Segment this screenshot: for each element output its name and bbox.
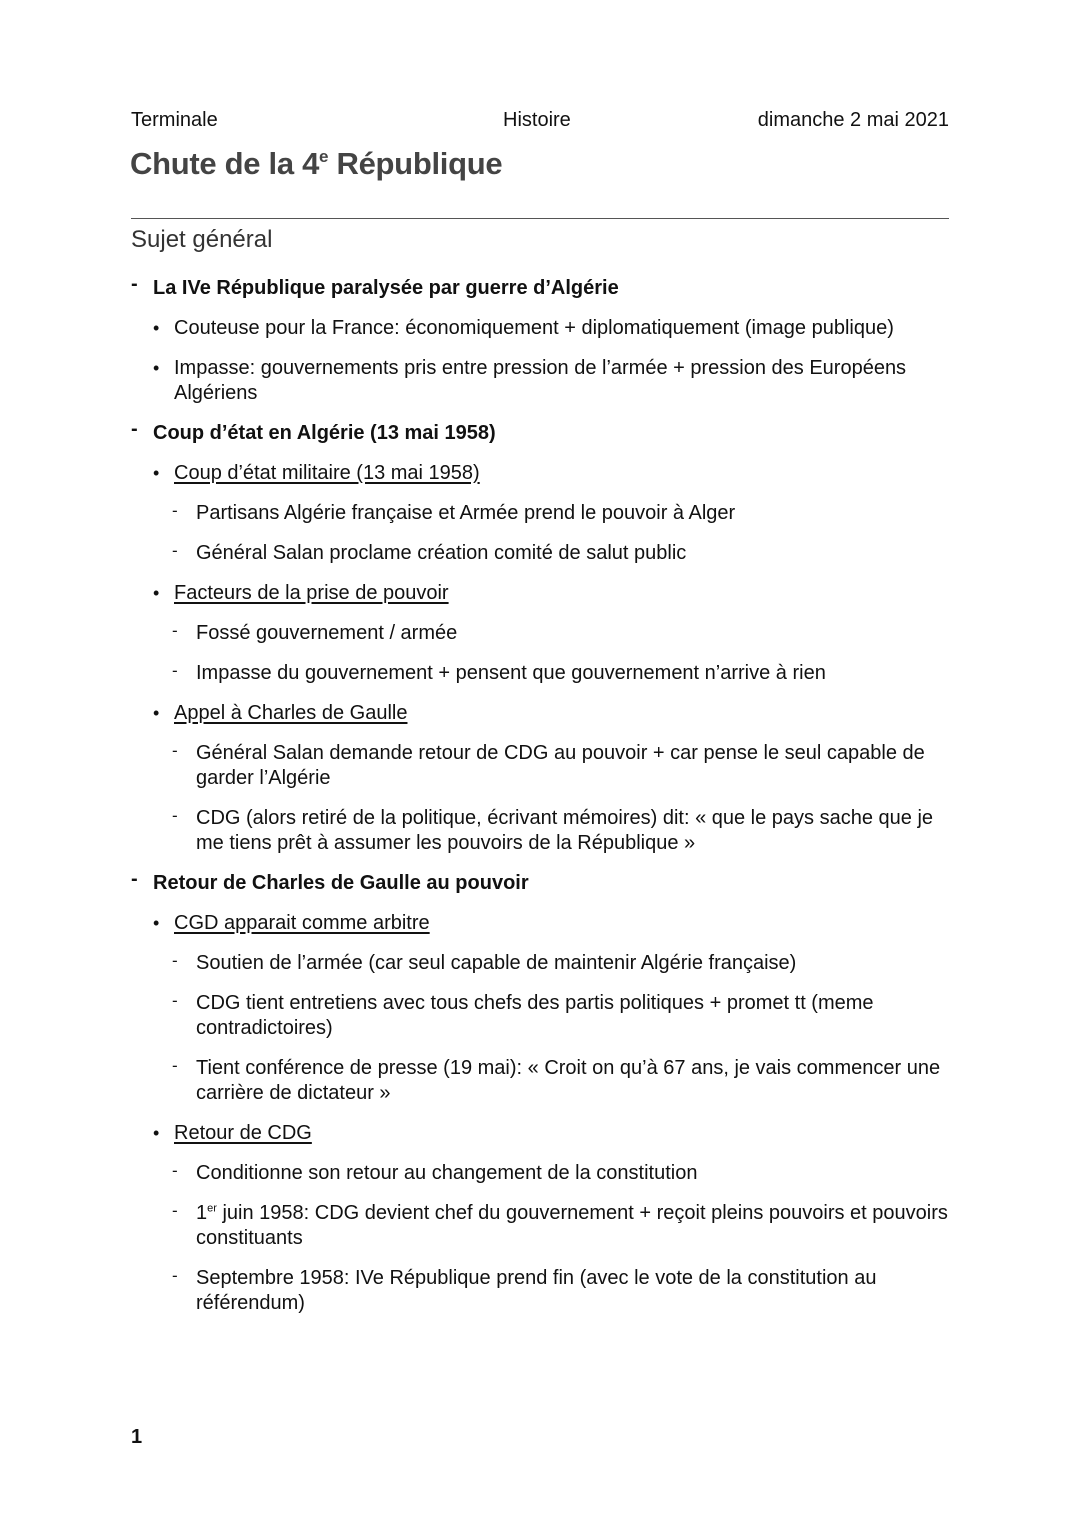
outline-item bbox=[131, 661, 951, 686]
page-title bbox=[130, 146, 502, 182]
subheading-text: Retour de CDG bbox=[174, 1122, 312, 1144]
outline-item bbox=[131, 541, 951, 566]
bullet-icon: • bbox=[153, 913, 160, 933]
outline-heading bbox=[131, 418, 951, 446]
point-text: Impasse: gouvernements pris entre pression de l’armée + pression des Européens Algériens bbox=[174, 357, 907, 404]
item-text: Tient conférence de presse (19 mai): « Croit on qu’à 67 ans, je vais commencer une carrière de dictateur » bbox=[196, 1057, 941, 1104]
outline-heading bbox=[131, 273, 951, 301]
outline-subheading bbox=[131, 461, 951, 486]
dash-marker-icon: - bbox=[172, 991, 178, 1010]
item-text: Soutien de l’armée (car seul capable de maintenir Algérie française) bbox=[196, 952, 797, 974]
item-text: Impasse du gouvernement + pensent que gouvernement n’arrive à rien bbox=[196, 662, 826, 684]
dash-marker-icon: - bbox=[172, 661, 178, 680]
bullet-icon: • bbox=[153, 703, 160, 723]
outline-subheading bbox=[131, 1121, 951, 1146]
dash-marker-icon: - bbox=[172, 1056, 178, 1075]
heading-text: Coup d’état en Algérie (13 mai 1958) bbox=[153, 422, 496, 444]
bullet-icon: • bbox=[153, 318, 160, 338]
point-text: Couteuse pour la France: économiquement + diplomatiquement (image publique) bbox=[174, 317, 894, 339]
item-text: Conditionne son retour au changement de la constitution bbox=[196, 1162, 698, 1184]
outline-point bbox=[131, 356, 951, 406]
item-text: CDG tient entretiens avec tous chefs des partis politiques + promet tt (meme contradictoires) bbox=[196, 992, 874, 1039]
outline-item bbox=[131, 741, 951, 791]
item-text: juin 1958: CDG devient chef du gouvernement + reçoit pleins pouvoirs et pouvoirs constituants bbox=[196, 1202, 948, 1249]
title-superscript: e bbox=[319, 147, 329, 167]
item-text: CDG (alors retiré de la politique, écrivant mémoires) dit: « que le pays sache que je me tiens prêt à assumer les pouvoirs de la République » bbox=[196, 807, 934, 854]
dash-marker-icon: - bbox=[172, 951, 178, 970]
outline-item bbox=[131, 501, 951, 526]
outline-subheading bbox=[131, 911, 951, 936]
dash-marker-icon: - bbox=[131, 273, 138, 295]
dash-marker-icon: - bbox=[172, 1266, 178, 1285]
page-number: 1 bbox=[131, 1426, 143, 1448]
title-divider bbox=[131, 218, 949, 219]
outline-item bbox=[131, 951, 951, 976]
dash-marker-icon: - bbox=[172, 541, 178, 560]
dash-marker-icon: - bbox=[172, 806, 178, 825]
dash-marker-icon: - bbox=[172, 1161, 178, 1180]
bullet-icon: • bbox=[153, 583, 160, 603]
subheading-text: Appel à Charles de Gaulle bbox=[174, 702, 408, 724]
header-class-level: Terminale bbox=[131, 109, 218, 131]
item-text: Général Salan demande retour de CDG au pouvoir + car pense le seul capable de garder l’Algérie bbox=[196, 742, 925, 789]
header-date: dimanche 2 mai 2021 bbox=[757, 109, 949, 131]
outline-heading bbox=[131, 868, 951, 896]
item-text: Général Salan proclame création comité de salut public bbox=[196, 542, 687, 564]
outline-item bbox=[131, 806, 951, 856]
outline-subheading bbox=[131, 581, 951, 606]
outline-subheading bbox=[131, 701, 951, 726]
subheading-text: Coup d’état militaire (13 mai 1958) bbox=[174, 462, 480, 484]
subheading-text: CGD apparait comme arbitre bbox=[174, 912, 430, 934]
item-text: Septembre 1958: IVe République prend fin (avec le vote de la constitution au référendum) bbox=[196, 1267, 877, 1314]
outline-item bbox=[131, 1056, 951, 1106]
dash-marker-icon: - bbox=[131, 418, 138, 440]
item-text: Fossé gouvernement / armée bbox=[196, 622, 458, 644]
bullet-icon: • bbox=[153, 463, 160, 483]
outline-item bbox=[131, 1201, 951, 1251]
outline bbox=[131, 273, 951, 1331]
subheading-text: Facteurs de la prise de pouvoir bbox=[174, 582, 449, 604]
item-text-number: 1 bbox=[196, 1202, 208, 1224]
dash-marker-icon: - bbox=[172, 1201, 178, 1220]
outline-item bbox=[131, 991, 951, 1041]
outline-point bbox=[131, 316, 951, 341]
section-subtitle: Sujet général bbox=[131, 226, 273, 253]
dash-marker-icon: - bbox=[131, 868, 138, 890]
outline-item bbox=[131, 621, 951, 646]
title-suffix: République bbox=[328, 146, 503, 181]
item-text-superscript: er bbox=[207, 1202, 217, 1215]
dash-marker-icon: - bbox=[172, 741, 178, 760]
outline-item bbox=[131, 1266, 951, 1316]
dash-marker-icon: - bbox=[172, 501, 178, 520]
header-subject: Histoire bbox=[503, 109, 571, 131]
title-prefix: Chute de la 4 bbox=[130, 146, 320, 181]
dash-marker-icon: - bbox=[172, 621, 178, 640]
outline-item bbox=[131, 1161, 951, 1186]
heading-text: Retour de Charles de Gaulle au pouvoir bbox=[153, 872, 529, 894]
item-text: Partisans Algérie française et Armée prend le pouvoir à Alger bbox=[196, 502, 736, 524]
bullet-icon: • bbox=[153, 1123, 160, 1143]
bullet-icon: • bbox=[153, 358, 160, 378]
heading-text: La IVe République paralysée par guerre d’Algérie bbox=[153, 277, 619, 299]
